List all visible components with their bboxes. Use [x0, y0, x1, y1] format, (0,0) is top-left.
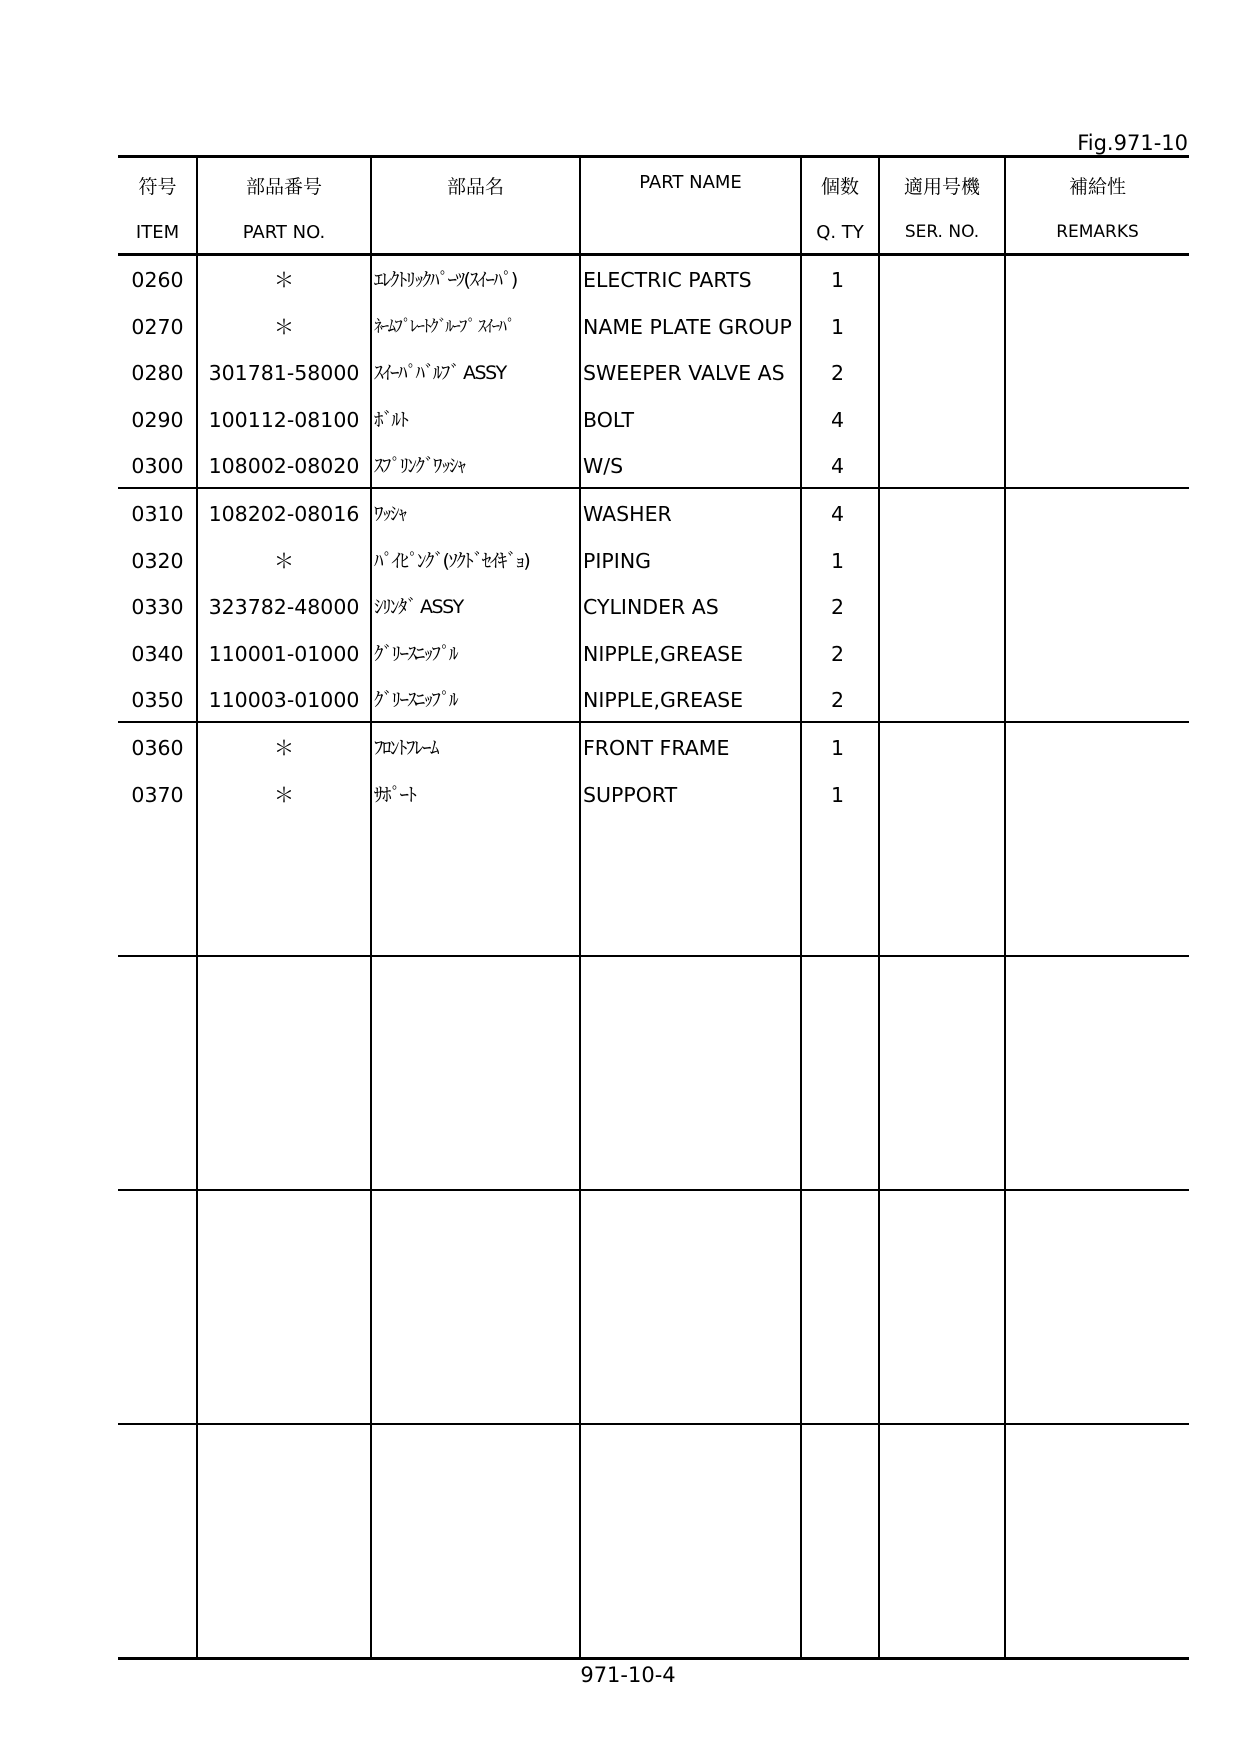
header-ser-no-jp: 適用号機: [903, 176, 980, 198]
quantity: 4: [830, 454, 845, 478]
part-name-jp: ｸﾞﾘｰｽﾆｯﾌﾟﾙ: [374, 643, 458, 665]
part-number: ＊: [273, 268, 295, 292]
part-number: 301781-58000: [208, 361, 360, 385]
part-name-en: W/S: [583, 454, 624, 478]
table-row: [118, 407, 1189, 433]
part-name-jp: ﾈｰﾑﾌﾟﾚｰﾄｸﾞﾙｰﾌﾟ ｽｲｰﾊﾟ: [374, 317, 514, 337]
table-row: [118, 594, 1189, 620]
table-row: [118, 687, 1189, 713]
part-name-jp: ｴﾚｸﾄﾘｯｸﾊﾟｰﾂ(ｽｲｰﾊﾟ): [374, 269, 517, 291]
quantity: 4: [830, 502, 845, 526]
header-remarks-jp: 補給性: [1068, 176, 1126, 198]
item-number: 0290: [131, 408, 184, 432]
table-top-rule: [118, 155, 1189, 158]
table-row: [118, 314, 1189, 340]
page-number: [0, 1663, 1240, 1687]
group-divider: [118, 721, 1189, 723]
part-number: 108002-08020: [208, 454, 360, 478]
part-number: ＊: [273, 736, 295, 760]
item-number: 0270: [131, 315, 184, 339]
item-number: 0340: [131, 642, 184, 666]
header-qty-en: Q. TY: [816, 222, 864, 243]
table-row: [118, 641, 1189, 667]
item-number: 0360: [131, 736, 184, 760]
part-number: 110001-01000: [208, 642, 360, 666]
item-number: 0350: [131, 688, 184, 712]
item-number: 0310: [131, 502, 184, 526]
quantity: 1: [830, 268, 845, 292]
part-number: 110003-01000: [208, 688, 360, 712]
header-part-name-jp: 部品名: [446, 176, 504, 198]
part-name-jp: ｼﾘﾝﾀﾞ ASSY: [374, 596, 463, 618]
item-number: 0280: [131, 361, 184, 385]
part-name-jp: ﾜｯｼｬ: [374, 503, 407, 525]
quantity: 1: [830, 736, 845, 760]
part-name-jp: ｽｲｰﾊﾟﾊﾞﾙﾌﾞ ASSY: [374, 362, 506, 384]
table-row: [118, 735, 1189, 761]
table-row: [118, 360, 1189, 386]
table-row: [118, 782, 1189, 808]
group-divider: [118, 487, 1189, 489]
item-number: 0300: [131, 454, 184, 478]
table-row: [118, 501, 1189, 527]
header-part-no-jp: 部品番号: [245, 176, 322, 198]
group-divider: [118, 1189, 1189, 1191]
part-name-en: ELECTRIC PARTS: [583, 268, 752, 292]
part-name-en: NAME PLATE GROUP: [583, 315, 792, 339]
item-number: 0330: [131, 595, 184, 619]
item-number: 0320: [131, 549, 184, 573]
group-divider: [118, 1423, 1189, 1425]
part-name-jp: ｻﾎﾟｰﾄ: [374, 784, 416, 806]
parts-table: [118, 155, 1189, 1660]
quantity: 2: [830, 688, 845, 712]
part-name-en: WASHER: [583, 502, 672, 526]
quantity: 1: [830, 549, 845, 573]
table-row: [118, 453, 1189, 479]
part-number: ＊: [273, 549, 295, 573]
item-number: 0370: [131, 783, 184, 807]
part-name-en: SWEEPER VALVE AS: [583, 361, 785, 385]
table-bottom-rule: [118, 1657, 1189, 1660]
part-name-en: SUPPORT: [583, 783, 678, 807]
part-name-en: NIPPLE,GREASE: [583, 642, 744, 666]
part-name-en: PIPING: [583, 549, 652, 573]
quantity: 1: [830, 315, 845, 339]
part-name-en: NIPPLE,GREASE: [583, 688, 744, 712]
page-number-text: 971-10-4: [580, 1663, 676, 1687]
header-part-name-en: PART NAME: [639, 172, 742, 193]
table-row: [118, 267, 1189, 293]
part-number: ＊: [273, 315, 295, 339]
quantity: 1: [830, 783, 845, 807]
header-part-no-en: PART NO.: [242, 222, 326, 243]
part-number: 108202-08016: [208, 502, 360, 526]
figure-label: Fig.971-10: [1077, 131, 1188, 155]
part-name-jp: ﾎﾞﾙﾄ: [374, 409, 408, 431]
part-name-en: FRONT FRAME: [583, 736, 730, 760]
header-item-en: ITEM: [135, 222, 180, 243]
table-row: [118, 548, 1189, 574]
header-bottom-rule: [118, 253, 1189, 256]
part-number: ＊: [273, 783, 295, 807]
header-qty-jp: 個数: [820, 176, 859, 198]
quantity: 2: [830, 361, 845, 385]
part-number: 100112-08100: [208, 408, 360, 432]
quantity: 2: [830, 642, 845, 666]
part-number: 323782-48000: [208, 595, 360, 619]
quantity: 4: [830, 408, 845, 432]
part-name-en: BOLT: [583, 408, 634, 432]
part-name-jp: ｸﾞﾘｰｽﾆｯﾌﾟﾙ: [374, 689, 458, 711]
part-name-jp: ﾊﾟｲﾋﾟﾝｸﾞ(ｿｸﾄﾞｾｲｷﾞｮ): [374, 550, 530, 572]
part-name-jp: ﾌﾛﾝﾄﾌﾚｰﾑ: [374, 737, 439, 759]
header-remarks-en: REMARKS: [1056, 222, 1139, 242]
part-name-en: CYLINDER AS: [583, 595, 719, 619]
header-ser-no-en: SER. NO.: [904, 222, 980, 242]
item-number: 0260: [131, 268, 184, 292]
group-divider: [118, 955, 1189, 957]
quantity: 2: [830, 595, 845, 619]
part-name-jp: ｽﾌﾟﾘﾝｸﾞﾜｯｼｬ: [374, 455, 466, 477]
header-item-jp: 符号: [138, 176, 177, 198]
